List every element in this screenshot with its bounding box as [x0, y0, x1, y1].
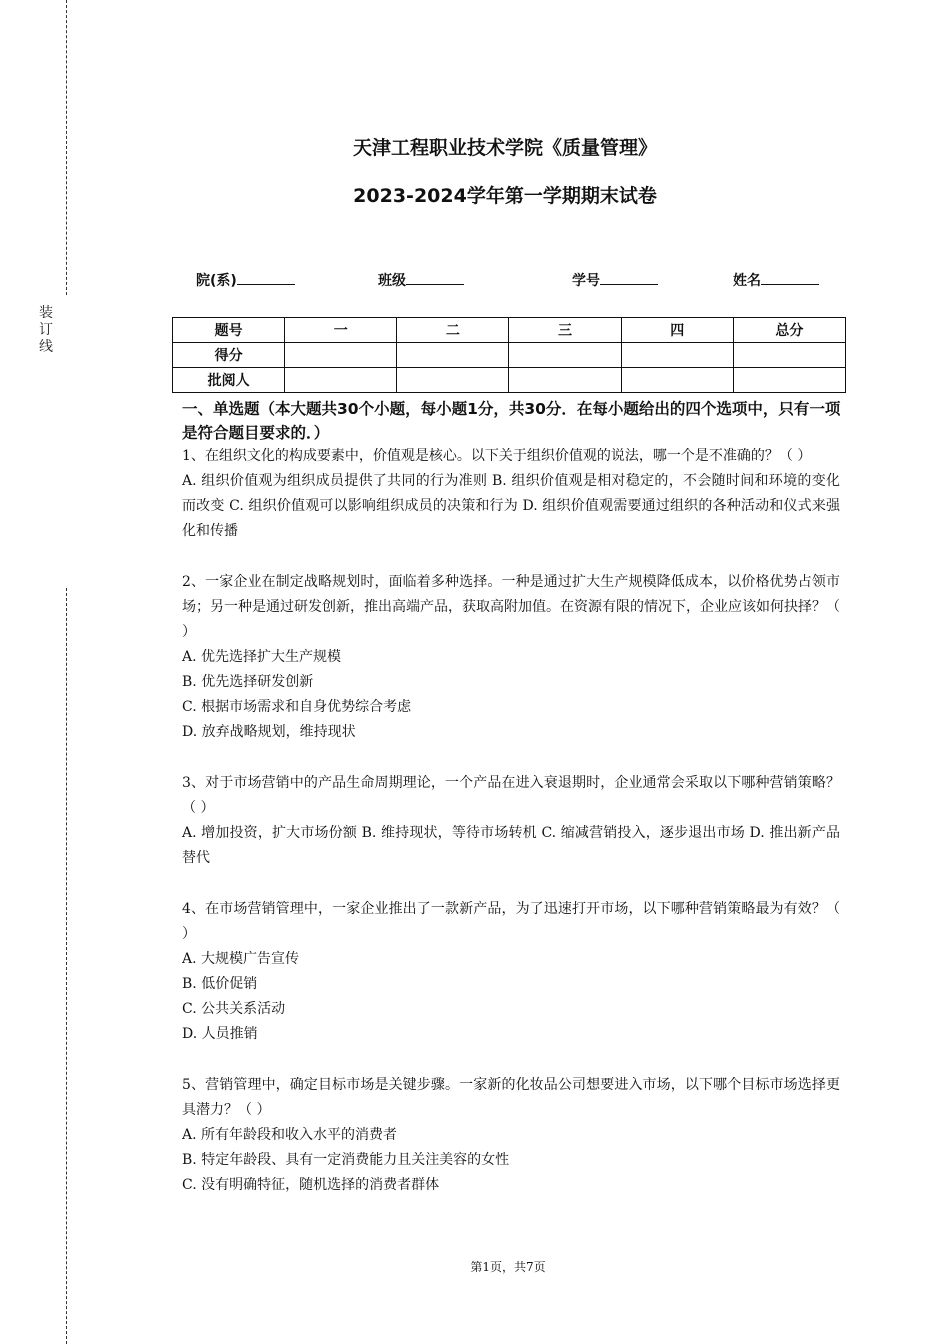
class-label: 班级 [378, 273, 406, 289]
score-header-cell: 二 [397, 318, 509, 343]
dept-label: 院(系) [196, 273, 237, 289]
exam-subtitle: 2023-2024学年第一学期期末试卷 [353, 185, 657, 207]
question-option: B. 特定年龄段、具有一定消费能力且关注美容的女性 [182, 1152, 510, 1168]
question-option: C. 公共关系活动 [182, 1001, 286, 1017]
question-option: A. 所有年龄段和收入水平的消费者 [182, 1127, 398, 1143]
student-info-row [0, 270, 950, 292]
binding-label [38, 305, 54, 356]
name-label: 姓名 [733, 273, 761, 289]
exam-title: 天津工程职业技术学院《质量管理》 [352, 137, 657, 159]
binding-char: 线 [39, 339, 53, 355]
question-stem: 5、营销管理中，确定目标市场是关键步骤。一家新的化妆品公司想要进入市场，以下哪个目标市场选择更具潜力？（ ） [182, 1077, 840, 1118]
question-option: C. 根据市场需求和自身优势综合考虑 [182, 699, 412, 715]
score-cell[interactable] [733, 343, 845, 368]
score-table-header-row [173, 318, 846, 343]
question-option: C. 没有明确特征，随机选择的消费者群体 [182, 1177, 440, 1193]
reviewer-cell[interactable] [397, 368, 509, 393]
binding-char: 装 [39, 305, 53, 321]
page-number: 第1页，共7页 [470, 1260, 546, 1274]
question-stem: 3、对于市场营销中的产品生命周期理论，一个产品在进入衰退期时，企业通常会采取以下哪种营销策略？（ ） [182, 775, 840, 816]
binding-char: 订 [39, 322, 53, 338]
name-blank[interactable] [761, 270, 819, 285]
reviewer-row-label: 批阅人 [173, 368, 285, 393]
question-stem: 2、一家企业在制定战略规划时，面临着多种选择。一种是通过扩大生产规模降低成本，以价格优势占领市场；另一种是通过研发创新，推出高端产品，获取高附加值。在资源有限的情况下，企业应该如何抉择？（ ） [182, 574, 840, 640]
student-id-field[interactable] [572, 270, 658, 290]
reviewer-cell[interactable] [285, 368, 397, 393]
reviewer-cell[interactable] [733, 368, 845, 393]
question-option: B. 优先选择研发创新 [182, 674, 314, 690]
question-option: D. 放弃战略规划，维持现状 [182, 724, 356, 740]
reviewer-cell[interactable] [621, 368, 733, 393]
reviewer-cell[interactable] [509, 368, 621, 393]
score-header-cell: 三 [509, 318, 621, 343]
question-2 [182, 570, 840, 745]
score-header-cell: 四 [621, 318, 733, 343]
student-id-label: 学号 [572, 273, 600, 289]
question-1 [182, 444, 840, 544]
score-header-cell: 总分 [733, 318, 845, 343]
score-cell[interactable] [397, 343, 509, 368]
binding-line-bottom [66, 588, 67, 1344]
score-table-reviewer-row [173, 368, 846, 393]
score-header-cell: 一 [285, 318, 397, 343]
score-row-label: 得分 [173, 343, 285, 368]
dept-field[interactable] [196, 270, 295, 290]
score-table-score-row [173, 343, 846, 368]
question-5 [182, 1073, 840, 1198]
class-field[interactable] [378, 270, 464, 290]
section-heading: 一、单选题（本大题共30个小题，每小题1分，共30分．在每小题给出的四个选项中，只有一项是符合题目要求的．） [182, 400, 841, 442]
question-option: A. 大规模广告宣传 [182, 951, 300, 967]
question-stem: 4、在市场营销管理中，一家企业推出了一款新产品，为了迅速打开市场，以下哪种营销策略最为有效？（ ） [182, 901, 840, 942]
score-header-cell: 题号 [173, 318, 285, 343]
student-id-blank[interactable] [600, 270, 658, 285]
question-3 [182, 771, 840, 871]
question-4 [182, 897, 840, 1047]
name-field[interactable] [733, 270, 819, 290]
class-blank[interactable] [406, 270, 464, 285]
question-option: A. 优先选择扩大生产规模 [182, 649, 342, 665]
score-table [172, 317, 846, 393]
question-list [182, 444, 840, 1198]
dept-blank[interactable] [237, 270, 295, 285]
question-stem: 1、在组织文化的构成要素中，价值观是核心。以下关于组织价值观的说法，哪一个是不准确的？（ ） [182, 448, 812, 464]
score-cell[interactable] [621, 343, 733, 368]
score-cell[interactable] [509, 343, 621, 368]
question-option: A. 组织价值观为组织成员提供了共同的行为准则 B. 组织价值观是相对稳定的，不会随时间和环境的变化而改变 C. 组织价值观可以影响组织成员的决策和行为 D. 组织价值观需要通过组织的各种活动和仪式来强化和传播 [182, 473, 840, 539]
question-option: B. 低价促销 [182, 976, 258, 992]
question-option: D. 人员推销 [182, 1026, 258, 1042]
score-cell[interactable] [285, 343, 397, 368]
question-option: A. 增加投资，扩大市场份额 B. 维持现状，等待市场转机 C. 缩减营销投入，逐步退出市场 D. 推出新产品替代 [182, 825, 840, 866]
